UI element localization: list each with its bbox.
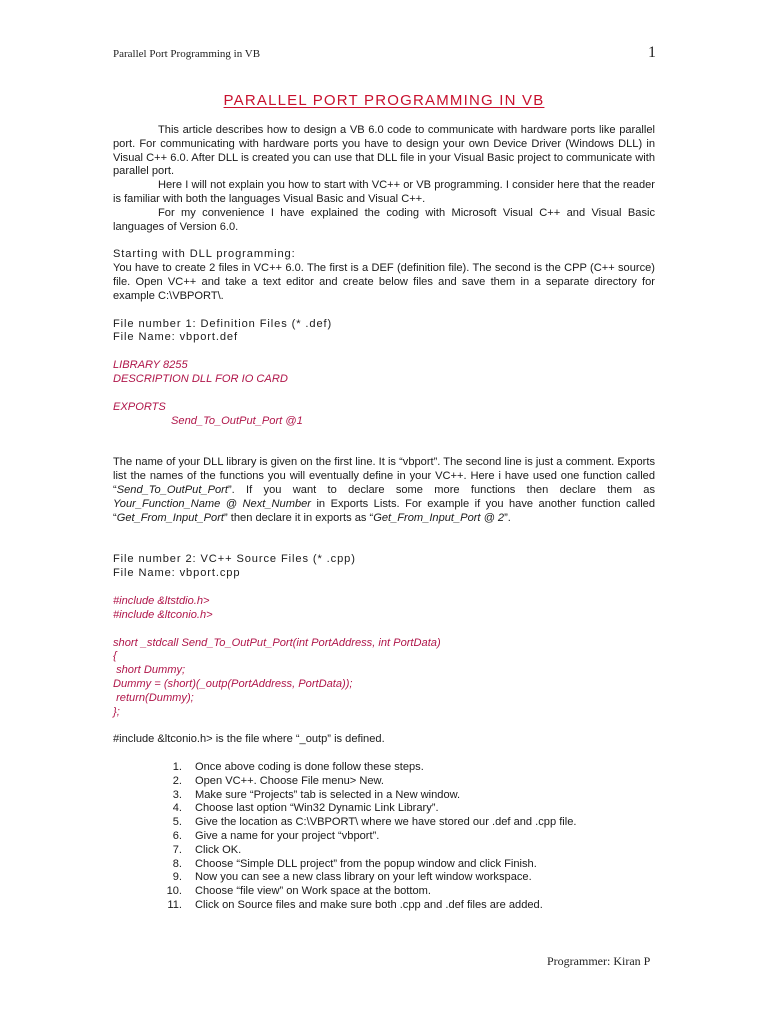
intro-paragraph-3: For my convenience I have explained the coding with Microsoft Visual C++ and Visual Basic languages of Version 6.0. xyxy=(113,206,655,233)
footer-author: Programmer: Kiran P xyxy=(547,954,651,968)
cpp-code-line-1: short Dummy; xyxy=(113,664,186,677)
steps-list xyxy=(113,761,655,913)
step-text: Click on Source files and make sure both .cpp and .def files are added. xyxy=(195,899,543,912)
step-number: 9. xyxy=(172,871,182,884)
dll-section-text: You have to create 2 files in VC++ 6.0. The first is a DEF (definition file). The second is the CPP (C++ source) file. Open VC++ and take a text editor and create below files and save them in a separate directory for example C:\VBPORT\. xyxy=(113,262,655,302)
cpp-code-signature: short _stdcall Send_To_OutPut_Port(int PortAddress, int PortData) xyxy=(113,636,441,649)
explanation-text-4: ” then declare it in exports as “ xyxy=(224,511,374,524)
list-item xyxy=(158,899,655,913)
file1-name-line: File Name: vbport.def xyxy=(113,331,238,344)
cpp-code-include-2: #include &ltconio.h> xyxy=(113,608,213,621)
list-item xyxy=(158,761,655,775)
explanation-text-5: ”. xyxy=(504,511,511,524)
list-item xyxy=(158,830,655,844)
dll-section-heading: Starting with DLL programming: xyxy=(113,248,296,261)
step-text: Choose “file view” on Work space at the bottom. xyxy=(195,885,431,898)
step-number: 3. xyxy=(172,788,182,801)
explanation-function-2: Your_Function_Name @ Next_Number xyxy=(113,497,311,510)
list-item xyxy=(158,871,655,885)
explanation-function-3: Get_From_Input_Port xyxy=(116,511,224,524)
step-text: Choose “Simple DLL project” from the popup window and click Finish. xyxy=(195,857,537,870)
intro-paragraph-2: Here I will not explain you how to start with VC++ or VB programming. I consider here that the reader is familiar with both the languages Visual Basic and Visual C++. xyxy=(113,179,655,205)
file1-number-line: File number 1: Definition Files (* .def) xyxy=(113,317,333,330)
step-number: 7. xyxy=(172,843,182,856)
step-number: 1. xyxy=(172,761,182,774)
step-number: 8. xyxy=(172,857,182,870)
list-item xyxy=(158,858,655,872)
step-text: Give the location as C:\VBPORT\ where we have stored our .def and .cpp file. xyxy=(195,816,577,829)
step-text: Open VC++. Choose File menu> New. xyxy=(195,774,385,787)
cpp-code-open-brace: { xyxy=(113,650,117,663)
cpp-code-close-brace: }; xyxy=(113,705,120,718)
step-text: Give a name for your project “vbport”. xyxy=(195,830,380,843)
step-text: Choose last option “Win32 Dynamic Link Library”. xyxy=(195,802,439,815)
step-text: Click OK. xyxy=(195,843,242,856)
list-item xyxy=(158,885,655,899)
list-item xyxy=(158,844,655,858)
def-code-library: LIBRARY 8255 xyxy=(113,359,188,372)
step-text: Make sure “Projects” tab is selected in a New window. xyxy=(195,788,461,801)
explanation-function-4: Get_From_Input_Port @ 2 xyxy=(373,511,505,524)
include-note: #include &ltconio.h> is the file where “_outp” is defined. xyxy=(113,733,385,746)
running-header: Parallel Port Programming in VB xyxy=(113,48,261,60)
step-number: 6. xyxy=(172,830,182,843)
explanation-function-1: Send_To_OutPut_Port xyxy=(116,483,228,496)
list-item xyxy=(158,816,655,830)
explanation-text-3: in Exports Lists. For example if you have another function called “ xyxy=(113,497,655,524)
step-number: 2. xyxy=(172,774,182,787)
document-body xyxy=(113,124,655,913)
step-number: 11. xyxy=(167,899,182,912)
step-number: 5. xyxy=(172,816,182,829)
explanation-text-1: The name of your DLL library is given on the first line. It is “vbport”. The second line is just a comment. Exports list the names of the functions you will eventually define in your VC++. Here i have used one function called “ xyxy=(113,456,655,496)
cpp-code-line-2: Dummy = (short)(_outp(PortAddress, PortData)); xyxy=(113,677,353,690)
page-number: 1 xyxy=(648,44,656,61)
cpp-code-line-3: return(Dummy); xyxy=(113,691,194,704)
explanation-text-2: ”. If you want to declare some more functions then declare them as xyxy=(227,483,655,496)
def-code-exports: EXPORTS xyxy=(113,400,166,413)
explanation-paragraph xyxy=(113,456,655,525)
def-code-description: DESCRIPTION DLL FOR IO CARD xyxy=(113,372,288,385)
step-text: Once above coding is done follow these steps. xyxy=(195,761,424,774)
list-item xyxy=(158,775,655,789)
intro-paragraph-1: This article describes how to design a VB 6.0 code to communicate with hardware ports like parallel port. For communicating with hardware ports you have to design your own Device Driver (Windows DLL) in Visual C++ 6.0. After DLL is created you can use that DLL file in your Visual Basic project to communicate with parallel port. xyxy=(113,124,655,178)
file2-number-line: File number 2: VC++ Source Files (* .cpp) xyxy=(113,553,356,566)
file2-name-line: File Name: vbport.cpp xyxy=(113,567,241,580)
document-title: PARALLEL PORT PROGRAMMING IN VB xyxy=(223,92,545,109)
list-item xyxy=(158,789,655,803)
step-number: 10. xyxy=(166,885,182,898)
list-item xyxy=(158,802,655,816)
def-code-export-entry: Send_To_OutPut_Port @1 xyxy=(171,414,303,427)
step-text: Now you can see a new class library on your left window workspace. xyxy=(195,871,532,884)
step-number: 4. xyxy=(172,802,182,815)
cpp-code-include-1: #include &ltstdio.h> xyxy=(113,594,210,607)
